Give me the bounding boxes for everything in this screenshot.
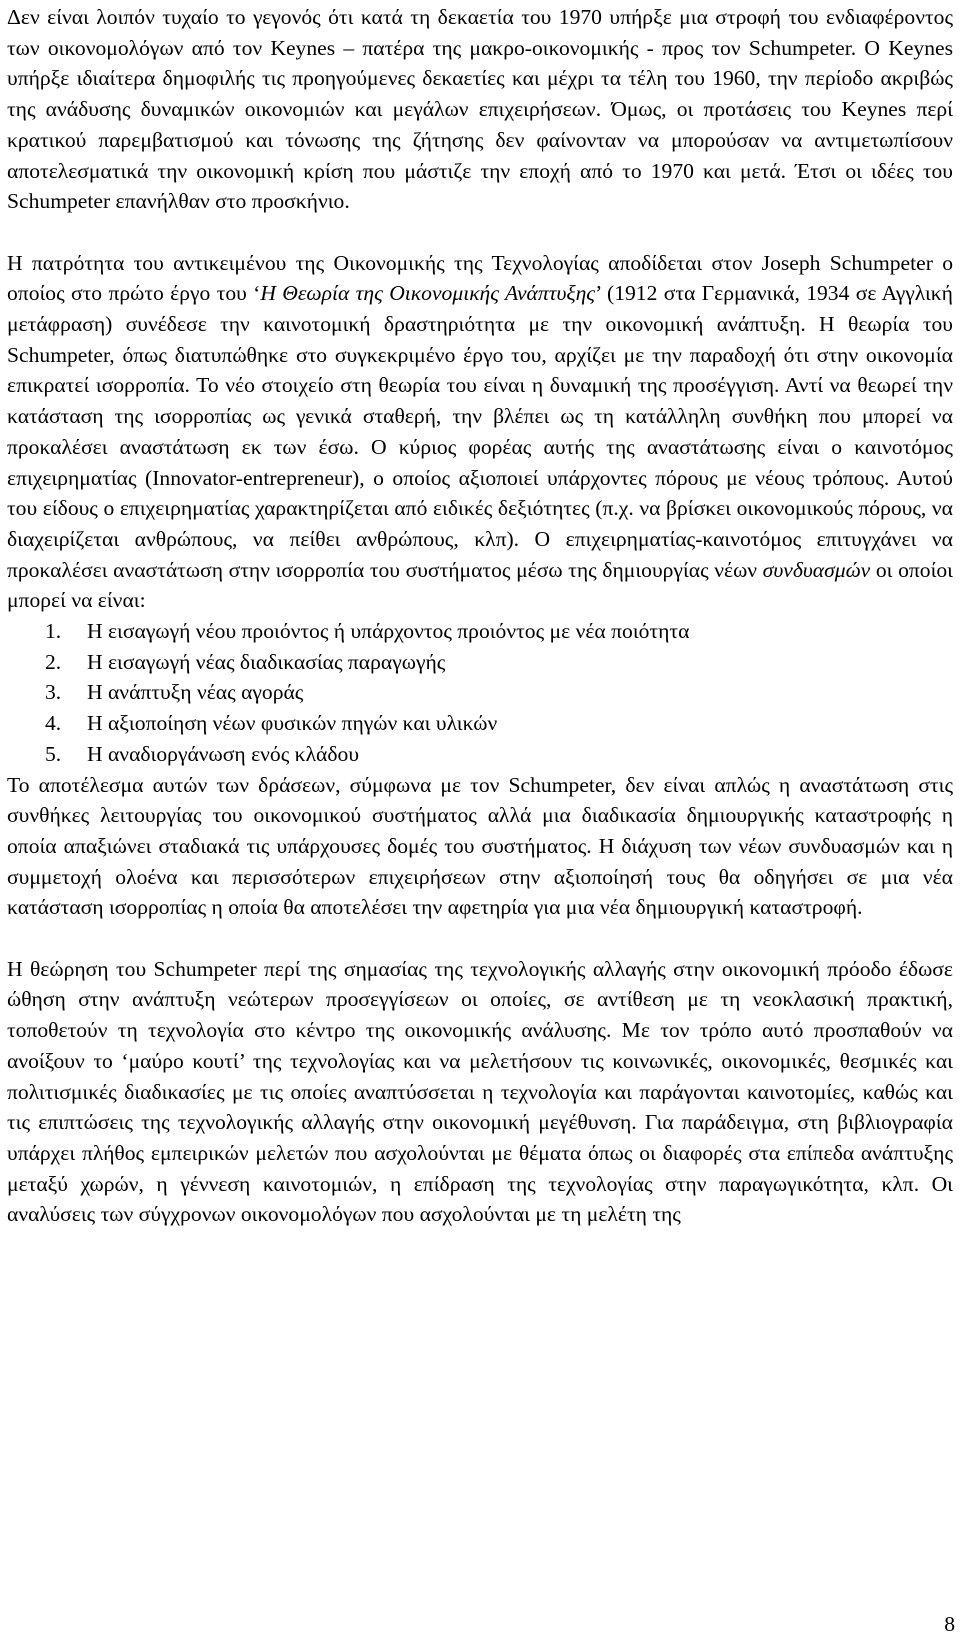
document-body: [7, 2, 953, 1230]
list-item: [7, 647, 953, 678]
list-item-number: 1.: [45, 619, 62, 644]
list-item: [7, 677, 953, 708]
page-number: 8: [944, 1612, 955, 1636]
italic-term: συνδυασμών: [762, 557, 871, 582]
list-item: [7, 616, 953, 647]
list-item-text: Η αξιοποίηση νέων φυσικών πηγών και υλικών: [87, 711, 498, 736]
paragraph-spacer: [7, 923, 953, 954]
paragraph-text: Η πατρότητα του αντικειμένου της Οικονομικής της Τεχνολογίας αποδίδεται στον Joseph Schumpeter ο οποίος στο πρώτο έργο του ‘: [7, 250, 953, 306]
combinations-list: [7, 616, 953, 770]
list-item: [7, 739, 953, 770]
paragraph-schumpeter-theory: [7, 248, 953, 616]
list-item-text: Η ανάπτυξη νέας αγοράς: [87, 680, 304, 705]
list-item-number: 2.: [45, 649, 62, 674]
paragraph-keynes-schumpeter: Δεν είναι λοιπόν τυχαίο το γεγονός ότι κατά τη δεκαετία του 1970 υπήρξε μια στροφή του ενδιαφέροντος των οικονομολόγων από τον Keynes – πατέρα της μακρο-οικονομικής - προς τον Schumpeter. Ο Keynes υπήρξε ιδιαίτερα δημοφιλής τις προηγούμενες δεκαετίες και μέχρι τα τέλη του 1960, την περίοδο ακριβώς της ανάδυσης δυναμικών οικονομιών και μεγάλων επιχειρήσεων. Όμως, οι προτάσεις του Keynes περί κρατικού παρεμβατισμού και τόνωσης της ζήτησης δεν φαίνονταν να μπορούσαν να αντιμετωπίσουν αποτελεσματικά την οικονομική κρίση που μάστιζε την εποχή από το 1970 και μετά. Έτσι οι ιδέες του Schumpeter επανήλθαν στο προσκήνιο.: [7, 5, 953, 214]
list-item: [7, 708, 953, 739]
paragraph-spacer: [7, 217, 953, 248]
list-item-text: Η εισαγωγή νέας διαδικασίας παραγωγής: [87, 649, 446, 674]
list-item-number: 3.: [45, 680, 62, 705]
paragraph-creative-destruction: Το αποτέλεσμα αυτών των δράσεων, σύμφωνα με τον Schumpeter, δεν είναι απλώς η αναστάτωση στις συνθήκες λειτουργίας του οικονομικού συστήματος αλλά μια διαδικασία δημιουργικής καταστροφής η οποία απαξιώνει σταδιακά τις υπάρχουσες δομές του συστήματος. Η διάχυση των νέων συνδυασμών και η συμμετοχή ολοένα και περισσότερων επιχειρήσεων στην αξιοποίησή τους θα οδηγήσει σε μια νέα κατάσταση ισορροπίας η οποία θα αποτελέσει την αφετηρία για μια νέα δημιουργική καταστροφή.: [7, 772, 953, 920]
list-item-number: 5.: [45, 741, 62, 766]
paragraph-text: ’ (1912 στα Γερμανικά, 1934 σε Αγγλική μετάφραση) συνέδεσε την καινοτομική δραστηριότητα με την οικονομική ανάπτυξη. Η θεωρία του Schumpeter, όπως διατυπώθηκε στο συγκεκριμένο έργο του, αρχίζει με την παραδοχή ότι στην οικονομία επικρατεί ισορροπία. Το νέο στοιχείο στη θεωρία του είναι η δυναμική της προσέγγιση. Αντί να θεωρεί την κατάσταση της ισορροπίας ως γενικά σταθερή, την βλέπει ως τη κατάλληλη συνθήκη που μπορεί να προκαλέσει αναστάτωση εκ των έσω. Ο κύριος φορέας αυτής της αναστάτωσης είναι ο καινοτόμος επιχειρηματίας (Innovator-entrepreneur), ο οποίος αξιοποιεί υπάρχοντες πόρους με νέους τρόπους. Αυτού του είδους ο επιχειρηματίας χαρακτηρίζεται από ειδικές δεξιότητες (π.χ. να βρίσκει οικονομικούς πόρους, να διαχειρίζεται ανθρώπους, να πείθει ανθρώπους, κλπ). Ο επιχειρηματίας-καινοτόμος επιτυγχάνει να προκαλέσει αναστάτωση στην ισορροπία του συστήματος μέσω της δημιουργίας νέων: [7, 281, 953, 582]
paragraph-text: οι οποίοι μπορεί να είναι:: [7, 557, 953, 613]
list-item-text: Η αναδιοργάνωση ενός κλάδου: [87, 741, 360, 766]
list-item-number: 4.: [45, 711, 62, 736]
list-item-text: Η εισαγωγή νέου προιόντος ή υπάρχοντος προιόντος με νέα ποιότητα: [87, 619, 690, 644]
book-title: Η Θεωρία της Οικονομικής Ανάπτυξης: [260, 281, 596, 306]
paragraph-technology-economics: Η θεώρηση του Schumpeter περί της σημασίας της τεχνολογικής αλλαγής στην οικονομική πρόοδο έδωσε ώθηση στην ανάπτυξη νεώτερων προσεγγίσεων οι οποίες, σε αντίθεση με τη νεοκλασική πρακτική, τοποθετούν τη τεχνολογία στο κέντρο της οικονομικής ανάλυσης. Με τον τρόπο αυτό προσπαθούν να ανοίξουν το ‘μαύρο κουτί’ της τεχνολογίας και να μελετήσουν τις κοινωνικές, οικονομικές, θεσμικές και πολιτισμικές διαδικασίες με τις οποίες αναπτύσσεται η τεχνολογία και παράγονται καινοτομίες, καθώς και τις επιπτώσεις της τεχνολογικής αλλαγής στην οικονομική μεγέθυνση. Για παράδειγμα, στη βιβλιογραφία υπάρχει πλήθος εμπειρικών μελετών που ασχολούνται με θέματα όπως οι διαφορές στα επίπεδα ανάπτυξης μεταξύ χωρών, η γέννεση καινοτομιών, η επίδραση της τεχνολογίας στην παραγωγικότητα, κλπ. Οι αναλύσεις των σύγχρονων οικονομολόγων που ασχολούνται με τη μελέτη της: [7, 956, 953, 1227]
